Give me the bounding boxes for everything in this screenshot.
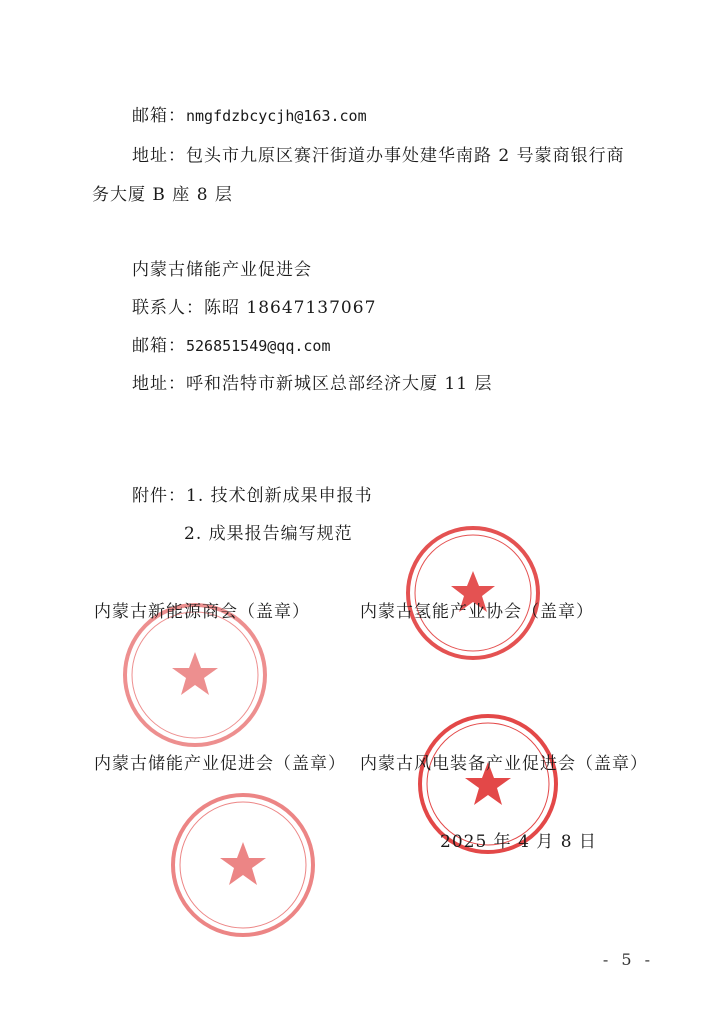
attachments-label: 附件：: [132, 486, 186, 506]
contact-line: [132, 296, 376, 320]
address-value: 包头市九原区赛汗街道办事处建华南路 2 号蒙商银行商: [186, 146, 625, 166]
email-value: nmgfdzbcycjh@163.com: [186, 107, 367, 125]
seal-hydrogen-association: [404, 524, 542, 662]
signature-wind-equipment: 内蒙古风电装备产业促进会（盖章）: [360, 754, 648, 774]
org-name-storage: 内蒙古储能产业促进会: [132, 260, 312, 280]
address-line-1-cont: [92, 183, 233, 207]
email-line-2: [132, 334, 331, 358]
page-number: - 5 -: [602, 950, 654, 969]
contact-value: 陈昭 18647137067: [204, 298, 377, 318]
email-label: 邮箱：: [132, 336, 186, 356]
email-label: 邮箱：: [132, 106, 186, 126]
attachment-item: 1. 技术创新成果申报书: [186, 486, 373, 506]
attachments-line-1: [132, 484, 373, 508]
email-value: 526851549@qq.com: [186, 337, 331, 355]
attachment-item: 2. 成果报告编写规范: [184, 524, 353, 544]
address-line-2: [132, 372, 492, 396]
attachments-line-2: [184, 522, 353, 546]
seal-energy-storage: [168, 790, 318, 940]
signature-hydrogen-association: 内蒙古氢能产业协会（盖章）: [360, 602, 594, 622]
signature-energy-storage: 内蒙古储能产业促进会（盖章）: [94, 754, 346, 774]
issue-date: 2025 年 4 月 8 日: [440, 832, 597, 852]
address-value: 呼和浩特市新城区总部经济大厦 11 层: [186, 374, 493, 394]
contact-label: 联系人：: [132, 298, 204, 318]
address-label: 地址：: [132, 374, 186, 394]
email-line-1: [132, 104, 367, 128]
address-label: 地址：: [132, 146, 186, 166]
signature-new-energy-chamber: 内蒙古新能源商会（盖章）: [94, 602, 310, 622]
address-value-cont: 务大厦 B 座 8 层: [92, 185, 233, 205]
address-line-1: [132, 144, 625, 168]
